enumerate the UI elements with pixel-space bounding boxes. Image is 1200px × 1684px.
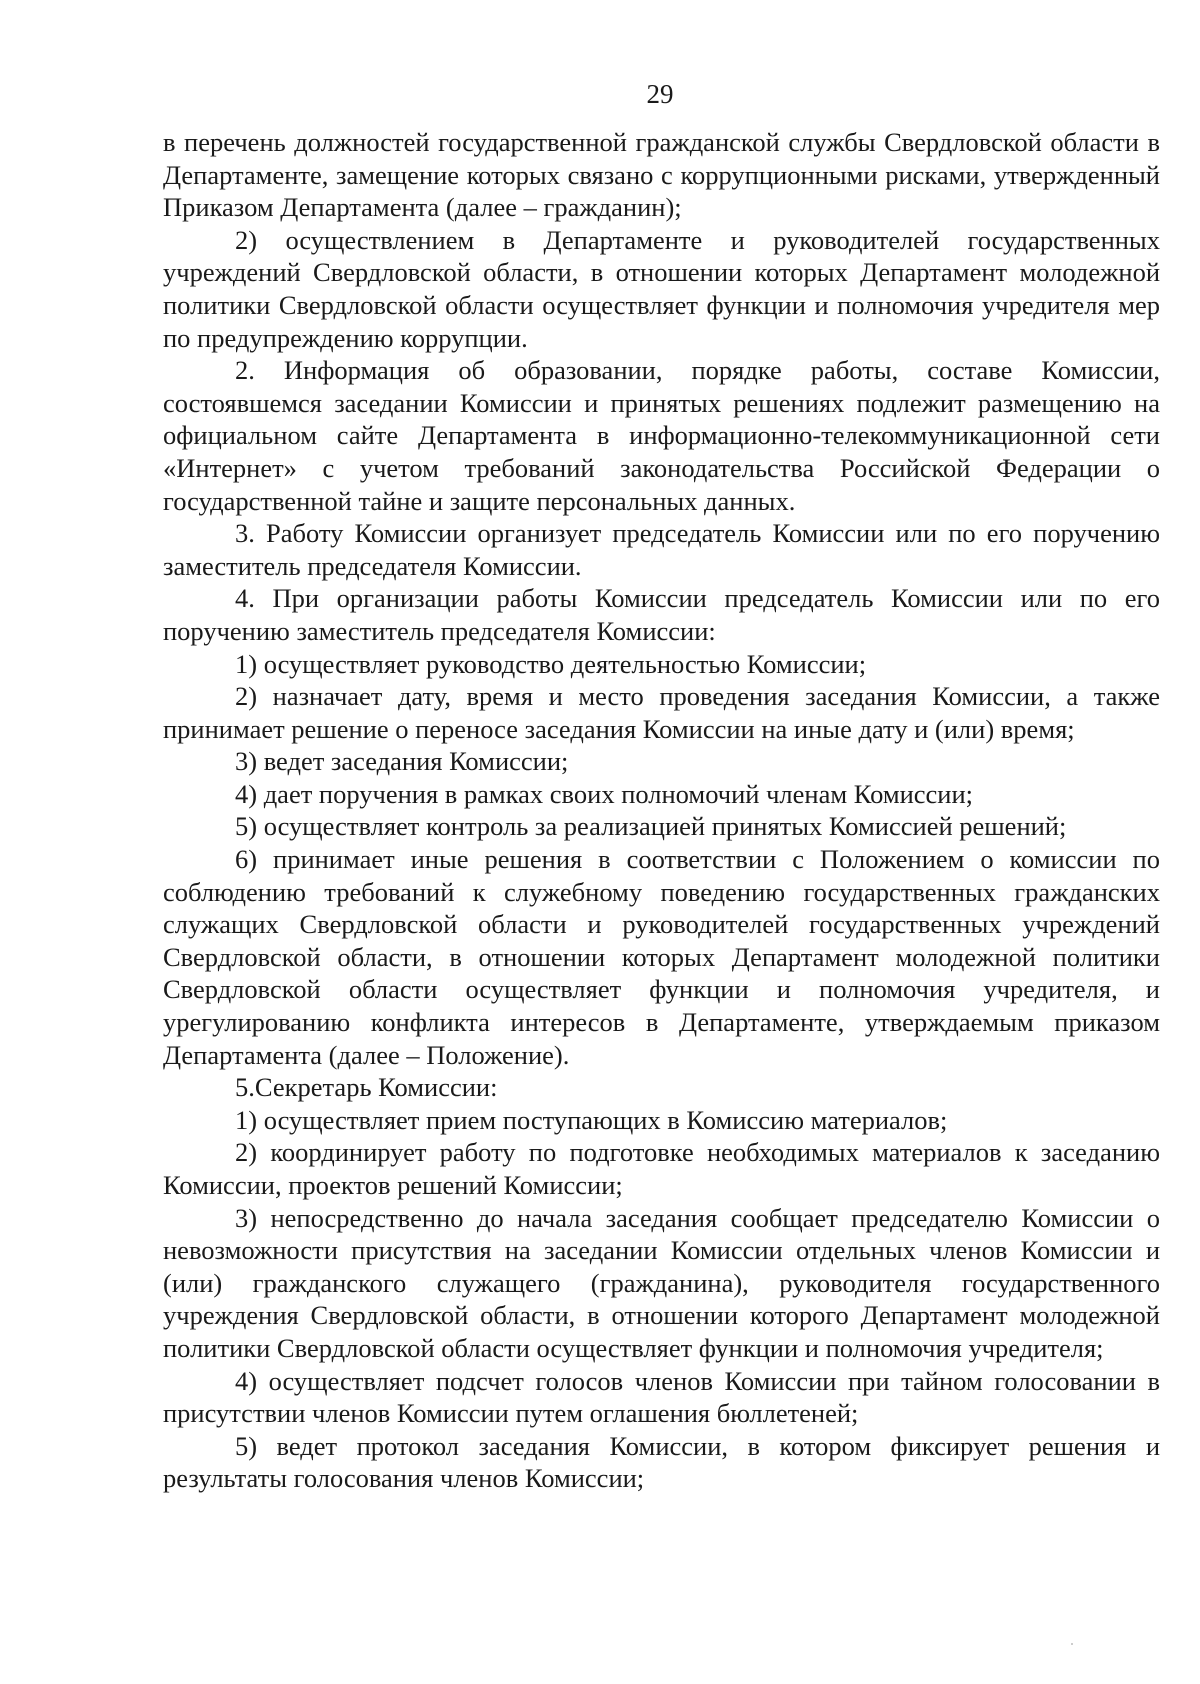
paragraph: 1) осуществляет прием поступающих в Комиссию материалов; [235,1104,948,1135]
scan-speck [1071,1643,1073,1645]
paragraph: 3) ведет заседания Комиссии; [235,746,569,777]
paragraph: 5.Секретарь Комиссии: [235,1072,498,1103]
paragraph: 3) непосредственно до начала заседания сообщает председателю Комиссии о невозможности присутствия на заседании Комиссии отдельных членов Комиссии и (или) гражданского служащего (гражданина), руководителя государственного учреждения Свердловской области, в отношении которого Департамент молодежной политики Свердловской области осуществляет функции и полномочия учредителя; [163,1202,1160,1363]
paragraph: 6) принимает иные решения в соответствии с Положением о комиссии по соблюдению требований к служебному поведению государственных гражданских служащих Свердловской области и руководителей государственных учреждений Свердловской области, в отношении которых Департамент молодежной политики Свердловской области осуществляет функции и полномочия учредителя, и урегулированию конфликта интересов в Департаменте, утверждаемым приказом Департамента (далее – Положение). [163,844,1160,1070]
page-number: 29 [646,79,674,109]
paragraph: 5) ведет протокол заседания Комиссии, в котором фиксирует решения и результаты голосования членов Комиссии; [163,1430,1160,1494]
paragraph: 2) координирует работу по подготовке необходимых материалов к заседанию Комиссии, проектов решений Комиссии; [163,1137,1160,1200]
paragraph-continuation: в перечень должностей государственной гражданской службы Свердловской области в Департаменте, замещение которых связано с коррупционными рисками, утвержденный Приказом Департамента (далее – гражданин); [163,127,1160,223]
paragraph: 2) осуществлением в Департаменте и руководителей государственных учреждений Свердловской области, в отношении которых Департамент молодежной политики Свердловской области осуществляет функции и полномочия учредителя мер по предупреждению коррупции. [163,224,1160,353]
document-body [163,126,1160,1495]
paragraph: 4. При организации работы Комиссии председатель Комиссии или по его поручению заместитель председателя Комиссии: [163,583,1160,646]
paragraph: 4) дает поручения в рамках своих полномочий членам Комиссии; [235,778,974,809]
paragraph: 3. Работу Комиссии организует председатель Комиссии или по его поручению заместитель председателя Комиссии. [163,518,1160,581]
paragraph: 2. Информация об образовании, порядке работы, составе Комиссии, состоявшемся заседании Комиссии и принятых решениях подлежит размещению на официальном сайте Департамента в информационно-телекоммуникационной сети «Интернет» с учетом требований законодательства Российской Федерации о государственной тайне и защите персональных данных. [163,355,1160,516]
paragraph: 1) осуществляет руководство деятельностью Комиссии; [235,648,867,679]
paragraph: 5) осуществляет контроль за реализацией принятых Комиссией решений; [235,811,1067,842]
paragraph: 4) осуществляет подсчет голосов членов Комиссии при тайном голосовании в присутствии членов Комиссии путем оглашения бюллетеней; [163,1365,1160,1429]
paragraph: 2) назначает дату, время и место проведения заседания Комиссии, а также принимает решение о переносе заседания Комиссии на иные дату и (или) время; [163,681,1160,744]
